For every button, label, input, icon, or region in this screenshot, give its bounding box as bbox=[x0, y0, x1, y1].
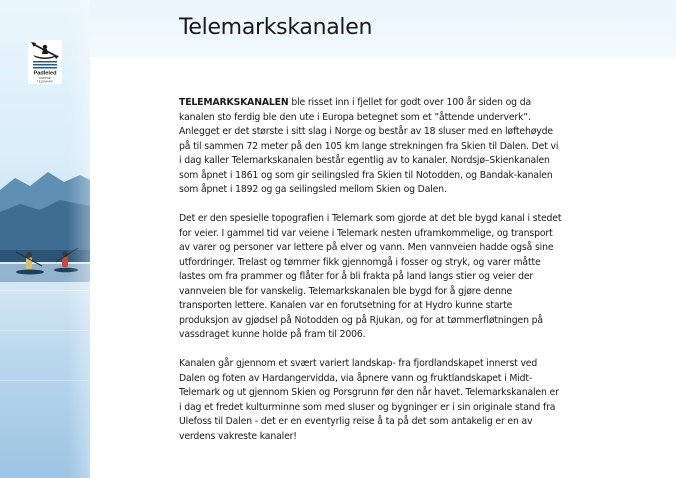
paragraph-1 bbox=[179, 96, 562, 198]
paragraph-2: Det er den spesielle topografien i Telemark som gjorde at det ble bygd kanal i stedet for veier. I gammel tid var veiene i Telemark nesten uframkommelige, og transport av varer og personer var lettere på elver og vann. Men vannveien hadde også sine utfordringer. Trelast og tømmer fikk gjennomgå i fosser og stryk, og varer måtte lastes om fra prammer og flåter for å bli frakta på land langs stier og veier der vannveien ble for vanskelig. Telemarkskanalen ble bygd for å gjøre denne transporten lettere. Kanalen var en forutsetning for at Hydro kunne starte produksjon av gjødsel på Notodden og på Rjukan, og for at tømmerfløtningen på vassdraget kunne holde på fram til 2006. bbox=[179, 213, 562, 340]
logo-subline-2: TELEMARK bbox=[36, 79, 54, 84]
article-body bbox=[179, 96, 562, 459]
paragraph-3: Kanalen går gjennom et svært variert landskap- fra fjordlandskapet innerst ved Dalen og foten av Hardangervidda, via åpnere vann og fruktlandskapet i Midt-Telemark og ut gjennom Skien og Porsgrunn før den når havet. Telemarkskanalen er i dag et fredet kulturminne som med sluser og bygninger er i sin originale stand fra Ulefoss til Dalen - det er en eventyrlig reise å ta på det som antakelig er en av verdens vakreste kanaler! bbox=[179, 358, 559, 442]
page-title: Telemarkskanalen bbox=[179, 15, 373, 40]
paragraph-1-lead: TELEMARKSKANALEN bbox=[179, 97, 289, 108]
kayak-paddler-icon bbox=[28, 40, 62, 84]
padleled-logo bbox=[28, 40, 62, 84]
paragraph-1-text: ble risset inn i fjellet for godt over 100 år siden og da kanalen sto ferdig ble den ute i Europa betegnet som et ”åttende underverk”. Anlegget er det største i sitt slag i Norge og består av 18 sluser med en løftehøyde på til sammen 72 meter på den 105 km lange strekningen fra Skien til Dalen. Det vi i dag kaller Telemarkskanalen består egentlig av to kanaler. Nordsjø–Skienkanalen som åpnet i 1861 og som gir seilingsled fra Skien til Notodden, og Bandak-kanalen som åpnet i 1892 og ga seilingsled mellom Skien og Dalen. bbox=[179, 97, 559, 195]
logo-wordmark: Padleled bbox=[33, 70, 57, 77]
logo-subline-1: MIDTRE bbox=[39, 75, 51, 80]
